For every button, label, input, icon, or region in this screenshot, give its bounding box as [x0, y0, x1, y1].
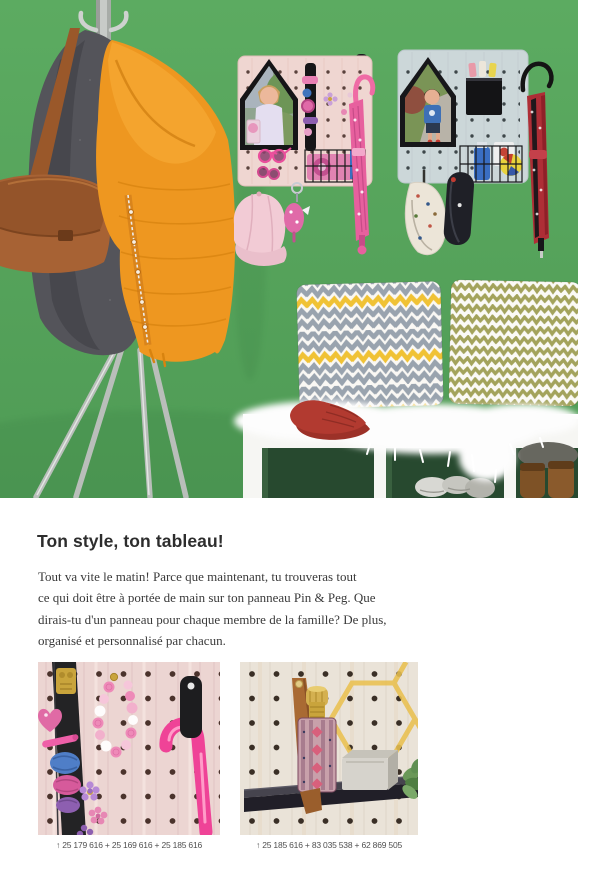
concrete-box — [342, 750, 398, 790]
detail-photo-accessories — [38, 662, 220, 835]
pink-cap — [234, 192, 287, 266]
paragraph-line: Tout va vite le matin! Parce que maintenant, tu trouveras tout — [38, 569, 357, 584]
paragraph-line: dirais-tu d'un panneau pour chaque membre de la famille? De plus, — [38, 611, 387, 627]
pencil-case — [443, 171, 475, 246]
article-numbers-right: ↑ 25 185 616 + 83 035 538 + 62 869 505 — [255, 840, 402, 850]
chevron-cushion-gray-yellow — [296, 281, 443, 409]
detail-photo-shelf — [240, 662, 418, 835]
article-numbers-left: ↑ 25 179 616 + 25 169 616 + 25 185 616 — [55, 840, 202, 850]
chevron-cushion-olive — [449, 280, 578, 407]
accessories-illustration — [38, 662, 220, 835]
paragraph-line: ce qui doit être à portée de main sur ton panneau Pin & Peg. Que — [38, 590, 376, 606]
section-heading: Ton style, ton tableau! — [37, 531, 224, 551]
paragraph-line: organisé et personnalisé par chacun. — [38, 633, 226, 649]
intro-paragraph — [38, 566, 387, 652]
boots — [518, 442, 578, 498]
shelf-illustration — [240, 662, 418, 835]
